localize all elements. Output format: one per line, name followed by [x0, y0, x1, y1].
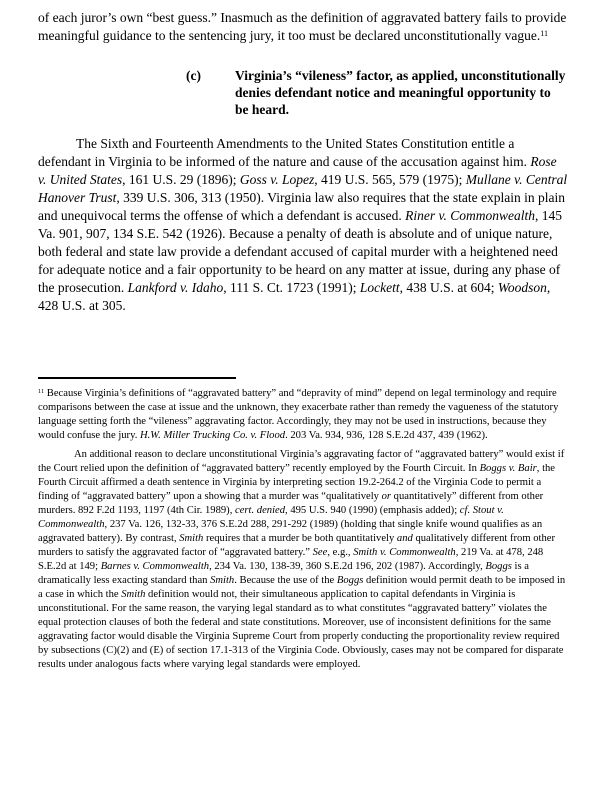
footnote-11-continuation: An additional reason to declare unconstitutional Virginia’s aggravating factor of “aggravated battery” would exist if the Court relied upon the definition of “aggravated battery” recently employed by the Fourth Circuit. In Boggs v. Bair, the Fourth Circuit affirmed a death sentence in Virginia by interpreting section 19.2-264.2 of the Virginia Code to permit a finding of “aggravated battery” upon a showing that a murder was “qualitatively or quantitatively” different from other murders. 892 F.2d 1193, 1197 (4th Cir. 1989), cert. denied, 495 U.S. 940 (1990) (emphasis added); cf. Stout v. Commonwealth, 237 Va. 126, 132-33, 376 S.E.2d 288, 291-292 (1989) (holding that single knife wound qualifies as an aggravated battery). By contrast, Smith requires that a murder be both quantitatively and qualitatively different from other murders to satisfy the aggravated factor of “aggravated battery.” See, e.g., Smith v. Commonwealth, 219 Va. at 478, 248 S.E.2d at 149; Barnes v. Commonwealth, 234 Va. 130, 138-39, 360 S.E.2d 196, 202 (1987). Accordingly, Boggs is a dramatically less exacting standard than Smith. Because the use of the Boggs definition would permit death to be imposed in a case in which the Smith definition would not, their simultaneous application to capital defendants in Virginia is unconstitutional. For the same reason, the varying legal standard as to what constitutes “aggravated battery” violates the equal protection clauses of both the federal and state constitutions. Moreover, use of inconsistent definitions for the same aggravating factor would disable the Virginia Supreme Court from properly conducting the proportionality review required by subsections (C)(2) and (E) of section 17.1-313 of the Virginia Code. Obviously, cases may not be compared for disparate results under analogous facts where varying legal standards were employed. [38, 449, 566, 670]
main-paragraph: The Sixth and Fourteenth Amendments to the United States Constitution entitle a defendant in Virginia to be informed of the nature and cause of the accusation against him. Rose v. United States, 161 U.S. 29 (1896); Goss v. Lopez, 419 U.S. 565, 579 (1975); Mullane v. Central Hanover Trust, 339 U.S. 306, 313 (1950). Virginia law also requires that the state explain in plain and unequivocal terms the offense of which a defendant is accused. Riner v. Commonwealth, 145 Va. 901, 907, 134 S.E. 542 (1926). Because a penalty of death is absolute and of unique nature, both federal and state law provide a defendant accused of capital murder with a heightened need for adequate notice and a fair opportunity to be heard on any matter at issue, during any phase of the prosecution. Lankford v. Idaho, 111 S. Ct. 1723 (1991); Lockett, 438 U.S. at 604; Woodson, 428 U.S. at 305. [38, 136, 568, 313]
document-body [38, 9, 568, 315]
footnote-11: $^{11}$ Because Virginia’s definitions of “aggravated battery” and “depravity of mind” depend on legal terminology and require comparisons between the case at issue and the unknown, they exacerbate rather than remedy the vagueness of the statutory language setting forth the “vileness” aggravating factor. Accordingly, they may not be used in instructions, because they would confuse the jury. H.W. Miller Trucking Co. v. Flood. 203 Va. 934, 936, 128 S.E.2d 437, 439 (1962). [38, 387, 559, 441]
opening-paragraph: of each juror’s own “best guess.” Inasmuch as the definition of aggravated battery fails to provide meaningful guidance to the sentencing jury, it too must be declared unconstitutionally vague.$^{11}$ [38, 10, 567, 43]
heading-number: (c) [186, 68, 201, 83]
section-heading-c [186, 67, 568, 118]
footnotes-section [38, 387, 568, 672]
footnote-separator [38, 377, 236, 379]
heading-text: Virginia’s “vileness” factor, as applied, unconstitutionally denies defendant notice and meaningful opportunity to be heard. [235, 68, 566, 117]
